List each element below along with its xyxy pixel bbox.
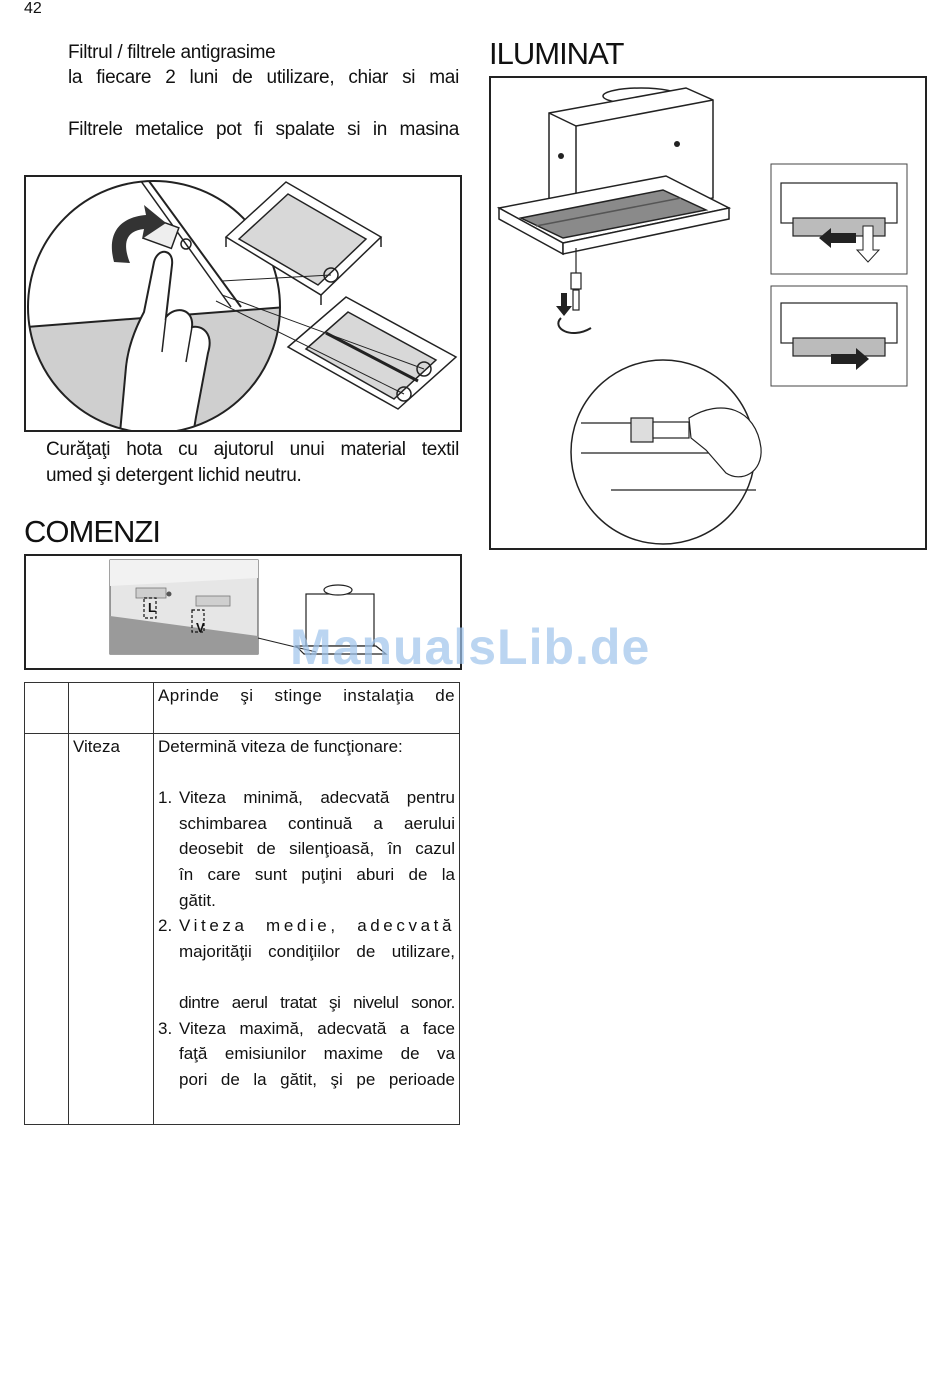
speed-description-intro: Determină viteza de funcţionare: xyxy=(158,737,403,756)
watermark: ManualsLib.de xyxy=(290,619,651,675)
list-number: 3. xyxy=(158,1018,173,1038)
row-2-symbol xyxy=(25,734,69,1125)
cleaning-text-line-1: Curăţaţi hota cu ajutorul unui material textil xyxy=(46,439,459,460)
filter-removal-illustration xyxy=(24,175,462,432)
row-1-description: Aprinde şi stinge instalaţia de xyxy=(154,683,460,734)
speed-2-line-3 xyxy=(179,964,455,990)
cleaning-text-line-2: umed şi detergent lichid neutru. xyxy=(46,465,302,486)
row-1-name xyxy=(69,683,154,734)
speed-1-line-1: Viteza minimă, adecvată pentru xyxy=(179,788,455,808)
table-row xyxy=(25,734,460,1125)
list-number: 1. xyxy=(158,788,173,808)
row-1-symbol xyxy=(25,683,69,734)
speed-2-line-4: dintre aerul tratat şi nivelul sonor. xyxy=(179,992,455,1012)
controls-heading: COMENZI xyxy=(24,514,160,549)
list-item xyxy=(158,785,455,913)
filter-text-line-2: la fiecare 2 luni de utilizare, chiar si mai xyxy=(68,67,459,88)
speed-3-line-1: Viteza maximă, adecvată a face xyxy=(179,1018,455,1038)
speed-2-line-1: Viteza medie, adecvată xyxy=(179,916,455,936)
row-2-name: Viteza xyxy=(69,734,154,1125)
speed-3-line-2: faţă emisiunilor maxime de va xyxy=(179,1044,455,1064)
page-number: 42 xyxy=(24,0,42,17)
lighting-heading: ILUMINAT xyxy=(489,36,624,71)
speed-1-line-4: în care sunt puţini aburi de la xyxy=(179,864,455,884)
speed-control-label: V xyxy=(196,620,205,635)
list-item xyxy=(158,913,455,1015)
speed-2-line-2: majorităţii condiţiilor de utilizare, xyxy=(179,941,455,961)
list-item xyxy=(158,1016,455,1093)
filter-text-line-1: Filtrul / filtrele antigrasime xyxy=(68,42,276,63)
lighting-illustration xyxy=(489,76,927,550)
speed-1-line-3: deosebit de silenţioasă, în cazul xyxy=(179,839,455,859)
filter-text-line-3: Filtrele metalice pot fi spalate si in masina xyxy=(68,119,459,140)
table-row xyxy=(25,683,460,734)
controls-table xyxy=(24,682,460,1125)
list-number: 2. xyxy=(158,916,173,936)
row-2-description-cell xyxy=(154,734,460,1125)
speed-1-line-2: schimbarea continuă a aerului xyxy=(179,813,455,833)
speed-1-line-5: gătit. xyxy=(179,890,216,910)
speed-3-line-3: pori de la gătit, şi pe perioade xyxy=(179,1069,455,1089)
light-control-label: L xyxy=(148,600,156,615)
